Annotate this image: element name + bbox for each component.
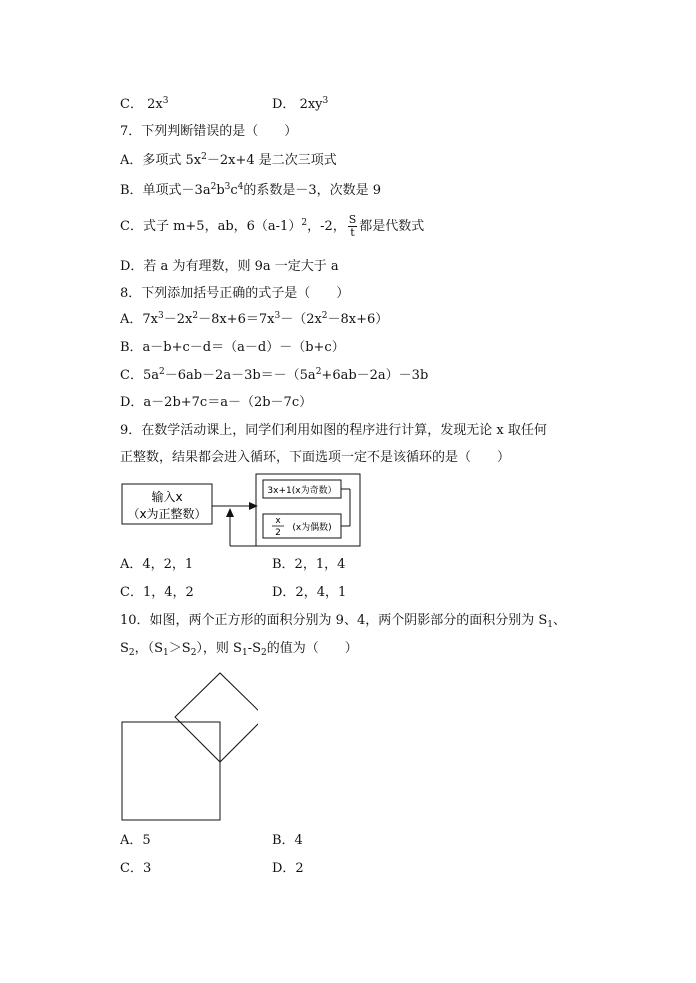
q7-c-text-2: ，-2， bbox=[307, 219, 346, 234]
q8-a-exp-1: 3 bbox=[158, 311, 164, 321]
q9-even-rule-denominator: 2 bbox=[275, 528, 281, 538]
q10-option-c: C．3 bbox=[120, 861, 152, 876]
q8-c-text-2: －6ab－2a－3b＝－（5a bbox=[164, 368, 316, 383]
q9-input-label: 输入x bbox=[151, 490, 183, 504]
q7-c-text-1: C．式子 m+5，ab，6（a-1） bbox=[120, 219, 302, 234]
q8-a-text-1: A．7x bbox=[120, 312, 158, 327]
q10-paren-sub-2: 2 bbox=[190, 648, 197, 658]
q6-option-d-text: 2xy bbox=[299, 97, 323, 112]
q9-stem-line-2: 正整数，结果都会进入循环，下面选项一定不是该循环的是（ ） bbox=[120, 450, 511, 465]
q7-a-exp: 2 bbox=[201, 152, 207, 162]
q9-odd-rule: 3x+1(x为奇数） bbox=[267, 486, 337, 496]
q7-c-frac-denominator: t bbox=[350, 226, 355, 239]
q9-even-rule-numerator: x bbox=[275, 516, 281, 526]
q8-option-c bbox=[120, 367, 428, 385]
q8-a-text-3: －8x+6＝7x bbox=[198, 312, 275, 327]
q7-option-a bbox=[120, 152, 337, 170]
q9-return-arrow-head bbox=[226, 508, 234, 517]
q7-c-exp: 2 bbox=[301, 218, 308, 228]
q9-input-condition: （x为正整数） bbox=[127, 507, 207, 521]
q9-stem-line-1: 9．在数学活动课上，同学们利用如图的程序进行计算，发现无论 x 取任何 bbox=[120, 423, 547, 438]
q8-option-d: D．a－2b+7c＝a－（2b－7c） bbox=[120, 395, 313, 410]
q10-paren-sub-1: 1 bbox=[163, 648, 169, 658]
q10-squares-figure bbox=[118, 670, 258, 830]
q7-b-exp-2: 3 bbox=[224, 182, 231, 192]
q7-c-frac-numerator: S bbox=[348, 213, 357, 226]
q10-stem-text-1: 10．如图，两个正方形的面积分别为 9、4，两个阴影部分的面积分别为 S bbox=[120, 613, 548, 628]
q6-option-c-exponent: 3 bbox=[162, 96, 169, 106]
q9-option-a: A．4，2，1 bbox=[120, 557, 194, 572]
q8-a-exp-4: 2 bbox=[321, 311, 328, 321]
q9-flowchart bbox=[118, 472, 368, 552]
q7-b-exp-1: 2 bbox=[210, 182, 217, 192]
q10-s2-sub: 2 bbox=[128, 648, 135, 658]
q8-a-text-2: －2x bbox=[163, 312, 193, 327]
q7-option-d: D．若 a 为有理数，则 9a 一定大于 a bbox=[120, 259, 339, 274]
q8-a-exp-2: 2 bbox=[192, 311, 199, 321]
q10-paren-text-2: ＞S bbox=[168, 641, 191, 656]
q10-stem-sub-1: 1 bbox=[547, 620, 553, 630]
q8-c-text-1: C．5a bbox=[120, 368, 159, 383]
q9-process-box bbox=[256, 474, 360, 546]
q9-option-d: D．2，4，1 bbox=[272, 585, 347, 600]
q10-result-sub-1: 1 bbox=[241, 648, 248, 658]
q6-option-c-label: C． bbox=[120, 97, 143, 112]
q7-a-text-1: A．多项式 5x bbox=[120, 153, 202, 168]
q8-a-text-4: －（2x bbox=[280, 312, 322, 327]
q10-option-b: B．4 bbox=[272, 833, 303, 848]
q7-stem: 7．下列判断错误的是（ ） bbox=[120, 124, 298, 139]
q6-option-d bbox=[272, 96, 328, 114]
q8-a-exp-3: 3 bbox=[274, 311, 281, 321]
q10-stem-line-2 bbox=[120, 640, 358, 658]
q10-large-square bbox=[122, 722, 220, 820]
q9-even-rule-condition: (x为偶数) bbox=[292, 523, 332, 533]
q10-result-text-2: 的值为（ ） bbox=[266, 641, 358, 656]
q9-option-b: B．2，1，4 bbox=[272, 557, 346, 572]
q7-option-c bbox=[120, 214, 424, 240]
q7-b-exp-3: 4 bbox=[237, 182, 244, 192]
q10-result-sub-2: 2 bbox=[261, 648, 267, 658]
q9-option-c: C．1，4，2 bbox=[120, 585, 194, 600]
q6-option-c-text: 2x bbox=[147, 97, 163, 112]
q10-small-square bbox=[175, 673, 258, 762]
q7-a-text-2: －2x+4 是二次三项式 bbox=[206, 153, 337, 168]
q10-s2-text: S bbox=[120, 641, 129, 656]
q8-c-text-3: +6ab－2a）－3b bbox=[321, 368, 429, 383]
q10-paren-text-1: ，（S bbox=[134, 641, 164, 656]
q10-stem-text-2: 、 bbox=[553, 613, 567, 628]
q8-a-text-5: －8x+6） bbox=[327, 312, 389, 327]
q10-result-text-1: -S bbox=[247, 641, 262, 656]
q7-b-text-2: b bbox=[216, 183, 225, 198]
q8-option-a bbox=[120, 311, 388, 329]
q7-c-text-3: 都是代数式 bbox=[359, 219, 425, 234]
q8-c-exp-2: 2 bbox=[315, 367, 322, 377]
q8-option-b: B．a－b+c－d＝（a－d）－（b+c） bbox=[120, 340, 345, 355]
q10-option-a: A．5 bbox=[120, 833, 151, 848]
q8-c-exp-1: 2 bbox=[158, 367, 165, 377]
q9-arrow-head bbox=[249, 502, 258, 510]
q6-option-d-label: D． bbox=[272, 97, 296, 112]
q6-option-c bbox=[120, 96, 168, 114]
q10-stem-line-1 bbox=[120, 612, 566, 630]
q7-b-text-1: B．单项式－3a bbox=[120, 183, 211, 198]
q7-b-text-3: c bbox=[230, 183, 238, 198]
q7-option-b bbox=[120, 182, 381, 200]
q10-option-d: D．2 bbox=[272, 861, 304, 876]
q7-b-text-4: 的系数是－3，次数是 9 bbox=[243, 183, 382, 198]
q7-c-fraction bbox=[348, 214, 358, 239]
q8-stem: 8．下列添加括号正确的式子是（ ） bbox=[120, 286, 350, 301]
q6-option-d-exponent: 3 bbox=[322, 96, 329, 106]
q10-paren-text-3: ），则 S bbox=[196, 641, 242, 656]
